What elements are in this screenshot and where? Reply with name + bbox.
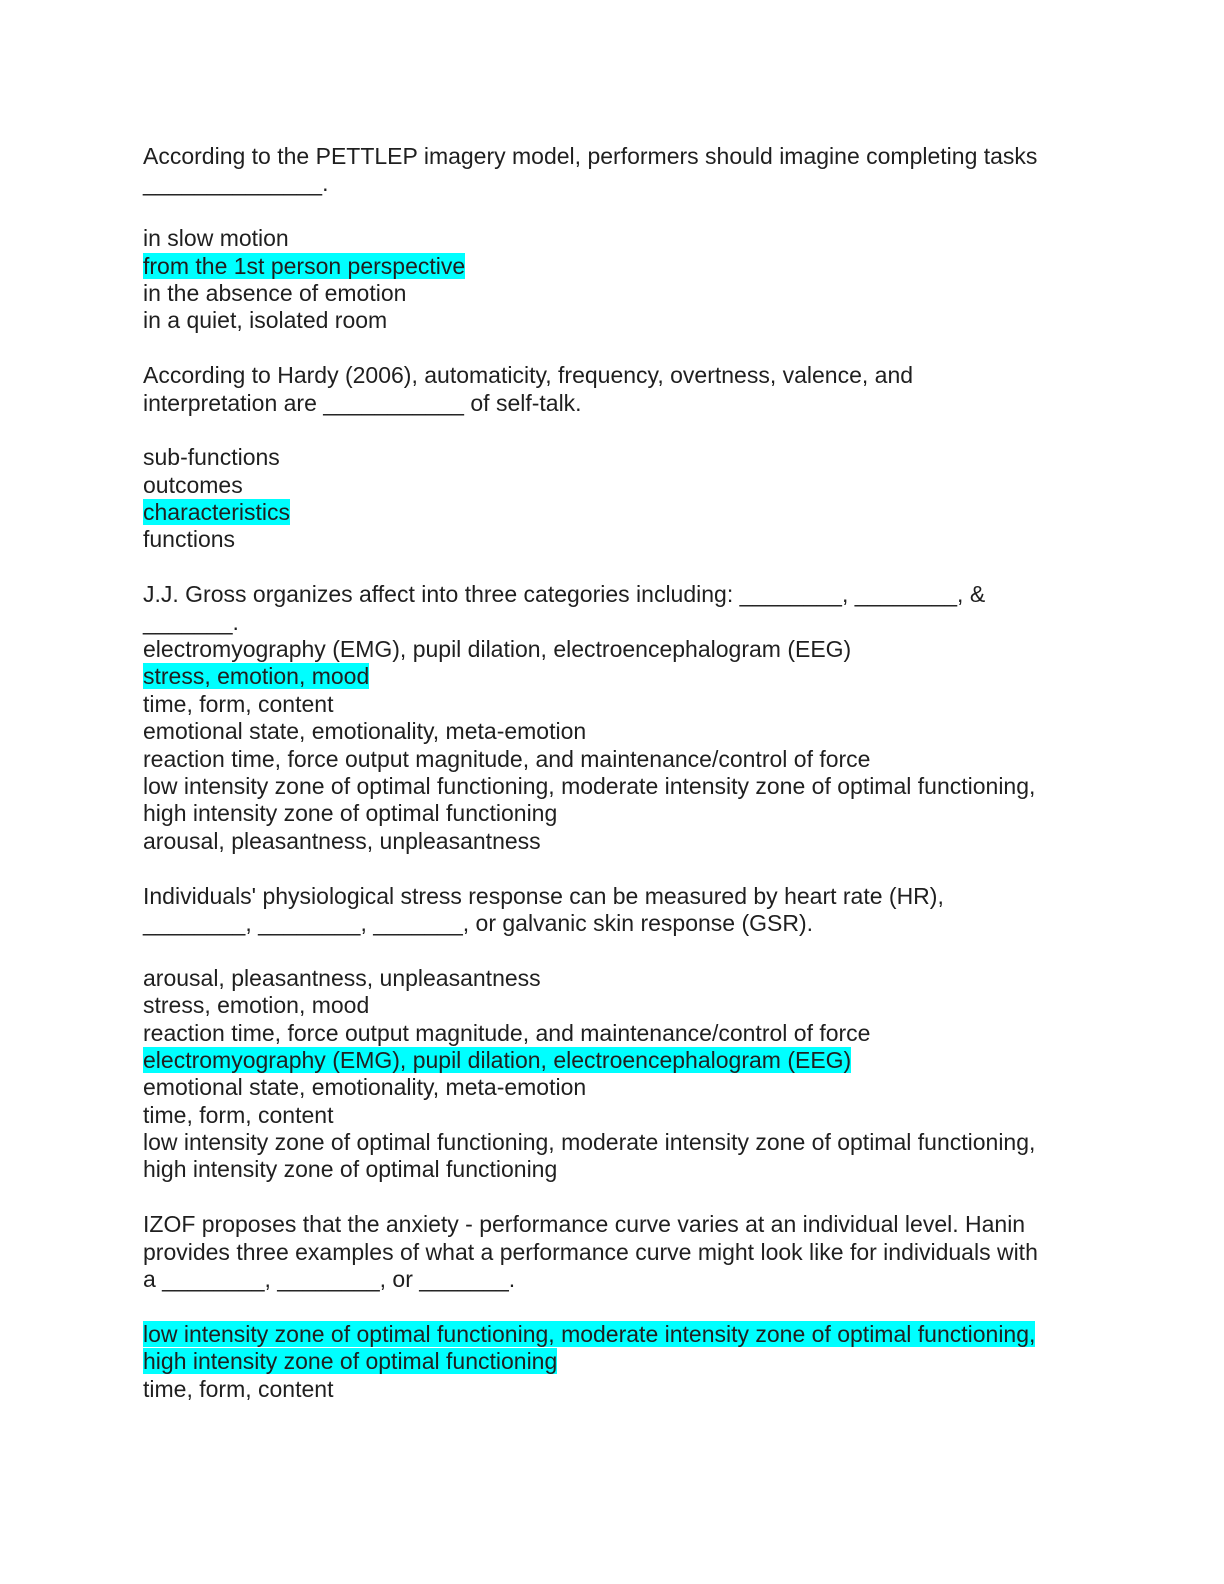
correct-answer-option (143, 1047, 1083, 1074)
question-prompt-line: IZOF proposes that the anxiety - performance curve varies at an individual level. Hanin (143, 1211, 1026, 1238)
answer-text: stress, emotion, mood (143, 992, 370, 1019)
answer-text: functions (143, 526, 236, 553)
answer-text: reaction time, force output magnitude, and maintenance/control of force (143, 745, 871, 772)
answer-option (143, 718, 1083, 745)
answer-option (143, 828, 1083, 855)
answer-text: in the absence of emotion (143, 279, 407, 306)
answer-option (143, 746, 1083, 773)
spacer (143, 335, 1083, 362)
question-block (143, 581, 1083, 882)
answer-text: arousal, pleasantness, unpleasantness (143, 827, 541, 854)
answer-text: high intensity zone of optimal functioning (143, 800, 558, 827)
question-prompt-line: According to the PETTLEP imagery model, performers should imagine completing tasks (143, 143, 1038, 169)
answer-option (143, 1129, 1083, 1156)
document-body (143, 143, 1083, 1403)
spacer (143, 937, 1083, 964)
answer-options (143, 225, 1083, 335)
answer-text: emotional state, emotionality, meta-emotion (143, 718, 587, 745)
correct-answer-option (143, 663, 1083, 690)
answer-option (143, 444, 1083, 471)
answer-text: low intensity zone of optimal functioning, moderate intensity zone of optimal functioning, (143, 1129, 1036, 1156)
answer-option (143, 691, 1083, 718)
answer-option (143, 472, 1083, 499)
highlighted-answer-text: electromyography (EMG), pupil dilation, electroencephalogram (EEG) (143, 1046, 852, 1073)
answer-option (143, 800, 1083, 827)
correct-answer-option (143, 1321, 1083, 1348)
answer-option (143, 526, 1083, 553)
answer-options (143, 444, 1083, 554)
highlighted-answer-text: characteristics (143, 499, 290, 526)
answer-option (143, 307, 1083, 334)
answer-option (143, 1156, 1083, 1183)
spacer (143, 417, 1083, 444)
highlighted-answer-text: high intensity zone of optimal functioning (143, 1348, 558, 1375)
answer-option (143, 965, 1083, 992)
answer-text: in slow motion (143, 225, 289, 252)
answer-text: time, form, content (143, 690, 334, 717)
highlighted-answer-text: low intensity zone of optimal functioning, moderate intensity zone of optimal functioning, (143, 1320, 1036, 1347)
question-prompt-line: _______. (143, 608, 239, 635)
question-block (143, 1211, 1083, 1403)
highlighted-answer-text: from the 1st person perspective (143, 252, 466, 279)
question-block (143, 362, 1083, 581)
correct-answer-option (143, 253, 1083, 280)
answer-text: in a quiet, isolated room (143, 307, 388, 334)
answer-text: arousal, pleasantness, unpleasantness (143, 964, 541, 991)
answer-option (143, 1376, 1083, 1403)
answer-option (143, 1074, 1083, 1101)
answer-text: emotional state, emotionality, meta-emotion (143, 1074, 587, 1101)
question-prompt-line: a ________, ________, or _______. (143, 1266, 516, 1293)
spacer (143, 198, 1083, 225)
question-prompt-line: ______________. (143, 170, 329, 197)
spacer (143, 554, 1083, 581)
question-block (143, 143, 1083, 362)
question-prompt-line: J.J. Gross organizes affect into three categories including: ________, ________, & (143, 581, 986, 608)
answer-options (143, 1321, 1083, 1403)
answer-text: time, form, content (143, 1101, 334, 1128)
answer-option (143, 1102, 1083, 1129)
question-block (143, 883, 1083, 1212)
answer-text: low intensity zone of optimal functioning, moderate intensity zone of optimal functioning, (143, 772, 1036, 799)
answer-text: high intensity zone of optimal functioning (143, 1156, 558, 1183)
answer-text: outcomes (143, 471, 243, 498)
spacer (143, 855, 1083, 882)
answer-option (143, 636, 1083, 663)
spacer (143, 1293, 1083, 1320)
question-prompt-line: ________, ________, _______, or galvanic skin response (GSR). (143, 909, 814, 936)
answer-text: time, form, content (143, 1375, 334, 1402)
answer-options (143, 965, 1083, 1184)
question-prompt-line: provides three examples of what a performance curve might look like for individuals with (143, 1238, 1038, 1265)
question-prompt-line: interpretation are ___________ of self-talk. (143, 389, 582, 416)
correct-answer-option (143, 1348, 1083, 1375)
correct-answer-option (143, 499, 1083, 526)
question-prompt-line: According to Hardy (2006), automaticity, frequency, overtness, valence, and (143, 362, 914, 389)
answer-text: electromyography (EMG), pupil dilation, electroencephalogram (EEG) (143, 636, 852, 663)
answer-text: sub-functions (143, 444, 280, 471)
answer-options (143, 636, 1083, 855)
answer-option (143, 280, 1083, 307)
highlighted-answer-text: stress, emotion, mood (143, 663, 370, 690)
answer-option (143, 992, 1083, 1019)
answer-text: reaction time, force output magnitude, and maintenance/control of force (143, 1019, 871, 1046)
spacer (143, 1184, 1083, 1211)
question-prompt-line: Individuals' physiological stress response can be measured by heart rate (HR), (143, 882, 944, 909)
answer-option (143, 1020, 1083, 1047)
answer-option (143, 773, 1083, 800)
answer-option (143, 225, 1083, 252)
